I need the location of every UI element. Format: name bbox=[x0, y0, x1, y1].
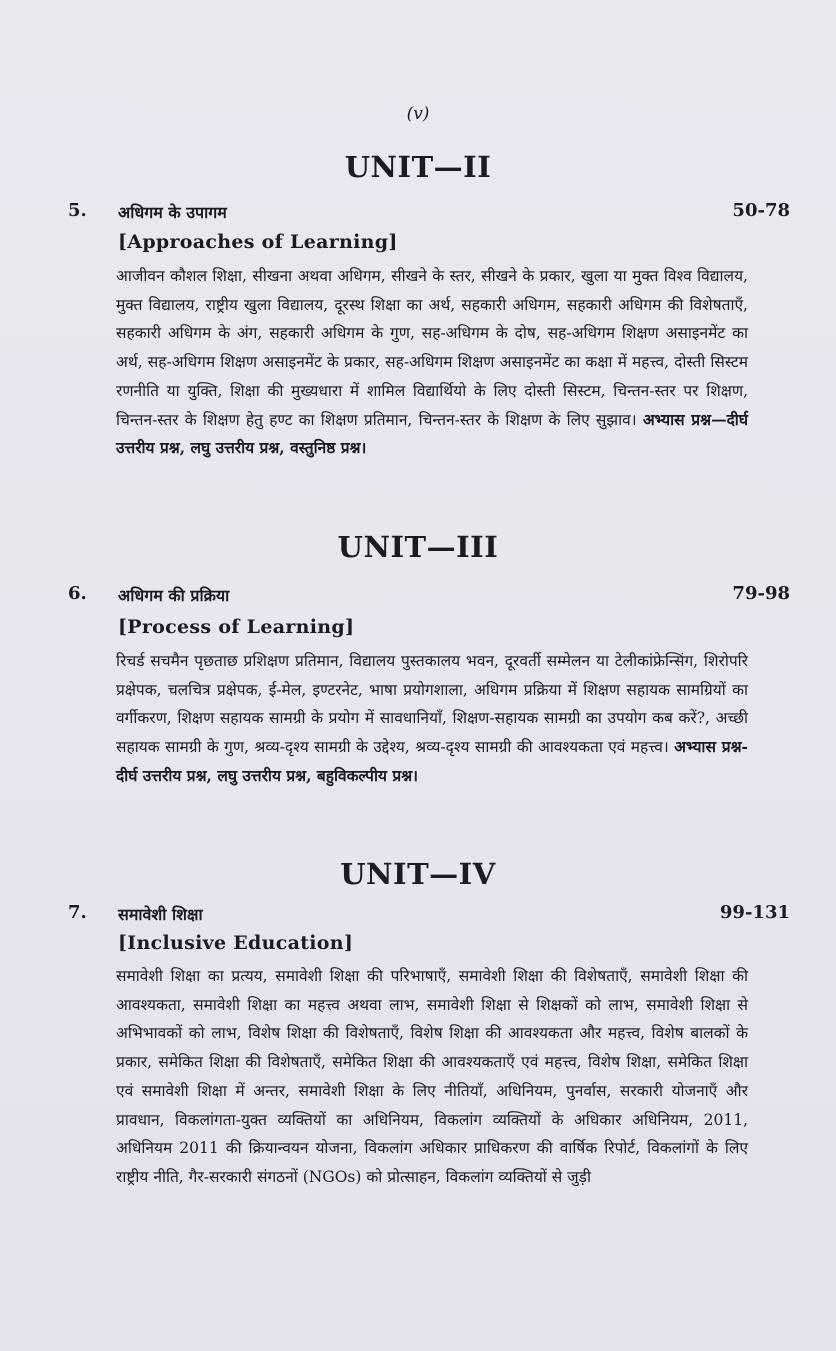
chapter-pages: 50-78 bbox=[732, 200, 790, 221]
exercise-text: अभ्यास प्रश्न—दीर्घ उत्तरीय प्रश्न, लघु उत्तरीय प्रश्न, वस्तुनिष्ठ प्रश्न। bbox=[116, 409, 748, 458]
unit-heading: UNIT—IV bbox=[340, 857, 496, 891]
contents-text: रिचर्ड सचमैन पृछताछ प्रशिक्षण प्रतिमान, विद्यालय पुस्तकालय भवन, दूरवर्ती सम्मेलन या टेलीकांफ्रेन्सिंग, शिरोपरि प्रक्षेपक, चलचित्र प्रक्षेपक, ई-मेल, इण्टरनेट, भाषा प्रयोगशाला, अधिगम प्रक्रिया में शिक्षण सहायक सामग्रियों का वर्गीकरण, शिक्षण सहायक सामग्री के प्रयोग में सावधानियाँ, शिक्षण-सहायक सामग्री का उपयोग कब करें?, अच्छी सहायक सामग्री के गुण, श्रव्य-दृश्य सामग्री के उद्देश्य, श्रव्य-दृश्य सामग्री की आवश्यकता एवं महत्त्व। bbox=[116, 652, 748, 757]
chapter-contents bbox=[116, 262, 748, 463]
chapter-number: 6. bbox=[68, 583, 87, 604]
chapter-title: अधिगम के उपागम bbox=[118, 203, 227, 222]
contents-text: समावेशी शिक्षा का प्रत्यय, समावेशी शिक्षा की परिभाषाएँ, समावेशी शिक्षा की विशेषताएँ, समावेशी शिक्षा की आवश्यकता, समावेशी शिक्षा का महत्त्व अथवा लाभ, समावेशी शिक्षा से शिक्षकों को लाभ, समावेशी शिक्षा से अभिभावकों को लाभ, विशेष शिक्षा की विशेषताएँ, विशेष शिक्षा की आवश्यकता और महत्त्व, विशेष बालकों के प्रकार, समेकित शिक्षा की विशेषताएँ, समेकित शिक्षा की आवश्यकताएँ एवं महत्त्व, विशेष शिक्षा, समेकित शिक्षा एवं समावेशी शिक्षा में अन्तर, समावेशी शिक्षा के लिए नीतियाँ, अधिनियम, पुनर्वास, सरकारी योजनाएँ और प्रावधान, विकलांगता-युक्त व्यक्तियों का अधिनियम, विकलांग व्यक्तियों के अधिकार अधिनियम, 2011, अधिनियम 2011 की क्रियान्वयन योजना, विकलांग अधिकार प्राधिकरण की वार्षिक रिपोर्ट, विकलांगों के लिए राष्ट्रीय नीति, गैर-सरकारी संगठनों (NGOs) को प्रोत्साहन, विकलांग व्यक्तियों से जुड़ी bbox=[116, 967, 748, 1186]
chapter-title: समावेशी शिक्षा bbox=[118, 905, 203, 924]
page-number: (v) bbox=[406, 104, 430, 124]
unit-heading: UNIT—II bbox=[344, 150, 492, 184]
unit-heading: UNIT—III bbox=[337, 530, 499, 564]
chapter-title: अधिगम की प्रक्रिया bbox=[118, 586, 230, 605]
chapter-title-english: [Inclusive Education] bbox=[118, 932, 354, 954]
chapter-pages: 79-98 bbox=[732, 583, 790, 604]
chapter-contents bbox=[116, 647, 748, 791]
chapter-title-english: [Approaches of Learning] bbox=[118, 231, 398, 253]
chapter-pages: 99-131 bbox=[719, 902, 790, 923]
exercise-text: अभ्यास प्रश्न-दीर्घ उत्तरीय प्रश्न, लघु उत्तरीय प्रश्न, बहुविकल्पीय प्रश्न। bbox=[116, 737, 748, 785]
contents-text: आजीवन कौशल शिक्षा, सीखना अथवा अधिगम, सीखने के स्तर, सीखने के प्रकार, खुला या मुक्त विश्व विद्यालय, मुक्त विद्यालय, राष्ट्रीय खुला विद्यालय, दूरस्थ शिक्षा का अर्थ, सहकारी अधिगम, सहकारी अधिगम की विशेषताएँ, सहकारी अधिगम के अंग, सहकारी अधिगम के गुण, सह-अधिगम के दोष, सह-अधिगम शिक्षण असाइनमेंट का अर्थ, सह-अधिगम शिक्षण असाइनमेंट के प्रकार, सह-अधिगम शिक्षण असाइनमेंट का कक्षा में महत्त्व, दोस्ती सिस्टम रणनीति या युक्ति, शिक्षा की मुख्यधारा में शामिल विद्यार्थियो के लिए दोस्ती सिस्टम, चिन्तन-स्तर पर शिक्षण, चिन्तन-स्तर के शिक्षण हेतु हण्ट का शिक्षण प्रतिमान, चिन्तन-स्तर के शिक्षण के लिए सुझाव। bbox=[116, 267, 748, 429]
chapter-contents bbox=[116, 962, 748, 1192]
chapter-number: 7. bbox=[68, 902, 87, 923]
chapter-number: 5. bbox=[68, 200, 87, 221]
chapter-title-english: [Process of Learning] bbox=[118, 616, 355, 638]
